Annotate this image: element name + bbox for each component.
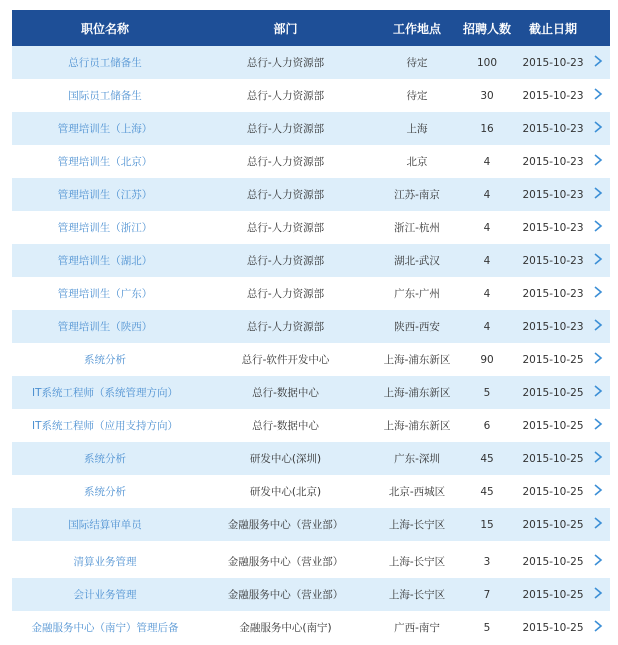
row-action[interactable] xyxy=(593,484,610,499)
row-action[interactable] xyxy=(593,554,610,569)
job-deadline: 2015-10-23 xyxy=(522,287,584,300)
table-header xyxy=(12,10,610,46)
row-action[interactable] xyxy=(593,286,610,301)
job-location: 广东-广州 xyxy=(394,288,440,300)
job-location: 浙江-杭州 xyxy=(394,222,440,234)
job-dept: 总行-人力资源部 xyxy=(246,123,325,135)
job-count: 30 xyxy=(480,89,494,102)
chevron-right-icon[interactable] xyxy=(593,587,603,599)
table-row[interactable] xyxy=(12,46,610,79)
job-dept: 总行-人力资源部 xyxy=(246,90,325,102)
job-title-link[interactable]: 管理培训生（浙江） xyxy=(57,222,153,234)
chevron-right-icon[interactable] xyxy=(593,554,603,566)
table-row[interactable] xyxy=(12,79,610,112)
job-dept: 总行-人力资源部 xyxy=(246,255,325,267)
job-listing-table xyxy=(12,10,610,644)
job-title-link[interactable]: 清算业务管理 xyxy=(73,556,137,568)
job-title-link[interactable]: 系统分析 xyxy=(84,354,126,366)
job-count: 5 xyxy=(483,386,491,399)
row-action[interactable] xyxy=(593,55,610,70)
job-count: 90 xyxy=(480,353,494,366)
job-location: 陕西-西安 xyxy=(394,321,440,333)
job-location: 上海 xyxy=(406,123,428,135)
job-deadline: 2015-10-23 xyxy=(522,320,584,333)
job-dept: 金融服务中心(南宁) xyxy=(239,622,332,634)
chevron-right-icon[interactable] xyxy=(593,451,603,463)
row-action[interactable] xyxy=(593,154,610,169)
header-location: 工作地点 xyxy=(392,21,441,36)
chevron-right-icon[interactable] xyxy=(593,220,603,232)
job-location: 上海-长宁区 xyxy=(388,556,446,568)
chevron-right-icon[interactable] xyxy=(593,88,603,100)
job-deadline: 2015-10-25 xyxy=(522,419,584,432)
row-action[interactable] xyxy=(593,587,610,602)
job-count: 4 xyxy=(483,155,491,168)
job-dept: 总行-数据中心 xyxy=(252,420,319,432)
chevron-right-icon[interactable] xyxy=(593,55,603,67)
job-location: 待定 xyxy=(406,57,428,69)
row-action[interactable] xyxy=(593,352,610,367)
job-deadline: 2015-10-23 xyxy=(522,89,584,102)
job-count: 15 xyxy=(480,518,494,531)
row-action[interactable] xyxy=(593,418,610,433)
job-deadline: 2015-10-25 xyxy=(522,621,584,634)
job-deadline: 2015-10-25 xyxy=(522,555,584,568)
job-deadline: 2015-10-23 xyxy=(522,221,584,234)
job-deadline: 2015-10-23 xyxy=(522,254,584,267)
job-title-link[interactable]: 总行员工储备生 xyxy=(68,57,142,69)
row-action[interactable] xyxy=(593,121,610,136)
job-location: 上海-长宁区 xyxy=(388,519,446,531)
chevron-right-icon[interactable] xyxy=(593,385,603,397)
job-location: 广西-南宁 xyxy=(394,622,440,634)
job-dept: 总行-人力资源部 xyxy=(246,321,325,333)
row-action[interactable] xyxy=(593,253,610,268)
job-location: 北京-西城区 xyxy=(388,486,446,498)
chevron-right-icon[interactable] xyxy=(593,154,603,166)
table-row[interactable] xyxy=(12,178,610,211)
job-deadline: 2015-10-25 xyxy=(522,353,584,366)
table-row[interactable] xyxy=(12,545,610,578)
table-row[interactable] xyxy=(12,475,610,508)
table-row[interactable] xyxy=(12,310,610,343)
job-location: 上海-浦东新区 xyxy=(383,387,451,399)
job-count: 4 xyxy=(483,320,491,333)
job-dept: 金融服务中心（营业部） xyxy=(227,556,344,568)
row-action[interactable] xyxy=(593,620,610,635)
job-location: 上海-浦东新区 xyxy=(383,420,451,432)
header-title: 职位名称 xyxy=(80,21,129,36)
job-title-link[interactable]: 管理培训生（北京） xyxy=(57,156,153,168)
job-count: 6 xyxy=(483,419,491,432)
chevron-right-icon[interactable] xyxy=(593,319,603,331)
job-title-link[interactable]: 管理培训生（江苏） xyxy=(57,189,153,201)
job-location: 江苏-南京 xyxy=(394,189,440,201)
job-dept: 研发中心(北京) xyxy=(249,486,322,498)
row-action[interactable] xyxy=(593,220,610,235)
header-deadline: 截止日期 xyxy=(528,21,577,36)
row-action[interactable] xyxy=(593,385,610,400)
chevron-right-icon[interactable] xyxy=(593,121,603,133)
job-deadline: 2015-10-25 xyxy=(522,386,584,399)
job-dept: 总行-人力资源部 xyxy=(246,288,325,300)
row-action[interactable] xyxy=(593,451,610,466)
table-row[interactable] xyxy=(12,112,610,145)
table-row[interactable] xyxy=(12,211,610,244)
job-title-link[interactable]: 会计业务管理 xyxy=(73,589,137,601)
job-count: 4 xyxy=(483,221,491,234)
job-count: 3 xyxy=(483,555,491,568)
job-count: 5 xyxy=(483,621,491,634)
job-dept: 总行-人力资源部 xyxy=(246,156,325,168)
table-row[interactable] xyxy=(12,508,610,541)
job-dept: 总行-数据中心 xyxy=(252,387,319,399)
job-location: 北京 xyxy=(406,156,428,168)
chevron-right-icon[interactable] xyxy=(593,517,603,529)
job-count: 100 xyxy=(476,56,498,69)
chevron-right-icon[interactable] xyxy=(593,253,603,265)
row-action[interactable] xyxy=(593,88,610,103)
job-location: 上海-长宁区 xyxy=(388,589,446,601)
job-count: 16 xyxy=(480,122,494,135)
job-title-link[interactable]: 系统分析 xyxy=(84,486,126,498)
table-row[interactable] xyxy=(12,409,610,442)
job-location: 广东-深圳 xyxy=(394,453,440,465)
job-dept: 总行-人力资源部 xyxy=(246,222,325,234)
job-deadline: 2015-10-23 xyxy=(522,155,584,168)
chevron-right-icon[interactable] xyxy=(593,286,603,298)
job-count: 7 xyxy=(483,588,491,601)
job-deadline: 2015-10-25 xyxy=(522,518,584,531)
chevron-right-icon[interactable] xyxy=(593,418,603,430)
job-title-link[interactable]: 系统分析 xyxy=(84,453,126,465)
chevron-right-icon[interactable] xyxy=(593,620,603,632)
chevron-right-icon[interactable] xyxy=(593,484,603,496)
table-row[interactable] xyxy=(12,376,610,409)
job-count: 4 xyxy=(483,254,491,267)
job-count: 45 xyxy=(480,452,494,465)
table-row[interactable] xyxy=(12,578,610,611)
row-action[interactable] xyxy=(593,517,610,532)
row-action[interactable] xyxy=(593,319,610,334)
job-location: 上海-浦东新区 xyxy=(383,354,451,366)
job-count: 4 xyxy=(483,287,491,300)
job-title-link[interactable]: 管理培训生（湖北） xyxy=(57,255,153,267)
chevron-right-icon[interactable] xyxy=(593,187,603,199)
job-title-link[interactable]: IT系统工程师（应用支持方向） xyxy=(31,420,178,432)
job-title-link[interactable]: IT系统工程师（系统管理方向） xyxy=(31,387,178,399)
job-dept: 总行-人力资源部 xyxy=(246,189,325,201)
job-dept: 研发中心(深圳) xyxy=(249,453,322,465)
header-count: 招聘人数 xyxy=(462,21,511,36)
job-title-link[interactable]: 金融服务中心（南宁）管理后备 xyxy=(31,622,179,634)
table-body xyxy=(12,46,610,644)
job-deadline: 2015-10-25 xyxy=(522,588,584,601)
job-deadline: 2015-10-23 xyxy=(522,188,584,201)
job-title-link[interactable]: 管理培训生（陕西） xyxy=(57,321,153,333)
job-location: 待定 xyxy=(406,90,428,102)
job-title-link[interactable]: 管理培训生（上海） xyxy=(57,123,153,135)
job-title-link[interactable]: 管理培训生（广东） xyxy=(57,288,153,300)
job-deadline: 2015-10-25 xyxy=(522,452,584,465)
job-dept: 总行-软件开发中心 xyxy=(241,354,330,366)
job-title-link[interactable]: 国际员工储备生 xyxy=(68,90,142,102)
header-dept: 部门 xyxy=(273,21,298,36)
job-dept: 金融服务中心（营业部） xyxy=(227,589,344,601)
table-row[interactable] xyxy=(12,145,610,178)
job-dept: 金融服务中心（营业部） xyxy=(227,519,344,531)
job-deadline: 2015-10-23 xyxy=(522,122,584,135)
job-title-link[interactable]: 国际结算审单员 xyxy=(68,519,142,531)
job-deadline: 2015-10-23 xyxy=(522,56,584,69)
job-dept: 总行-人力资源部 xyxy=(246,57,325,69)
table-row[interactable] xyxy=(12,343,610,376)
chevron-right-icon[interactable] xyxy=(593,352,603,364)
table-row[interactable] xyxy=(12,277,610,310)
row-action[interactable] xyxy=(593,187,610,202)
table-row[interactable] xyxy=(12,442,610,475)
job-count: 4 xyxy=(483,188,491,201)
table-row[interactable] xyxy=(12,611,610,644)
job-deadline: 2015-10-25 xyxy=(522,485,584,498)
job-count: 45 xyxy=(480,485,494,498)
table-row[interactable] xyxy=(12,244,610,277)
job-location: 湖北-武汉 xyxy=(394,255,440,267)
